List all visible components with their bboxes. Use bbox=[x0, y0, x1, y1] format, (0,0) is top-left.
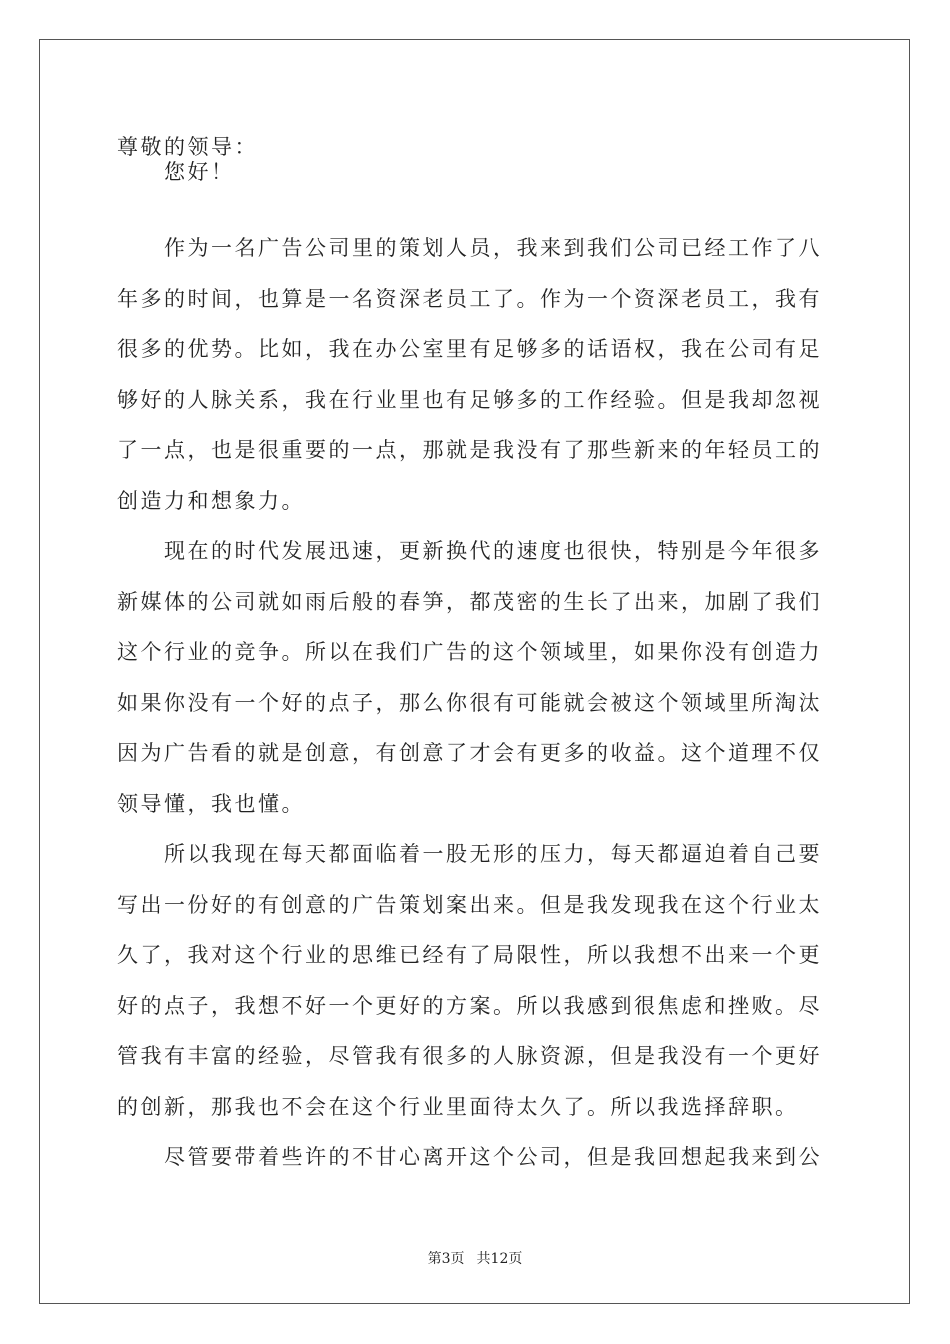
text-line: 了一点，也是很重要的一点，那就是我没有了那些新来的年轻员工的 bbox=[117, 438, 822, 462]
text-line: 创造力和想象力。 bbox=[117, 489, 305, 513]
text-line: 新媒体的公司就如雨后般的春笋，都茂密的生长了出来，加剧了我们 bbox=[117, 590, 822, 614]
text-line: 够好的人脉关系，我在行业里也有足够多的工作经验。但是我却忽视 bbox=[117, 388, 822, 412]
text-line: 管我有丰富的经验，尽管我有很多的人脉资源，但是我没有一个更好 bbox=[117, 1044, 822, 1068]
page-footer bbox=[0, 1250, 950, 1268]
text-line: 领导懂，我也懂。 bbox=[117, 792, 305, 816]
text-line: 久了，我对这个行业的思维已经有了局限性，所以我想不出来一个更 bbox=[117, 943, 822, 967]
text-line: 好的点子，我想不好一个更好的方案。所以我感到很焦虑和挫败。尽 bbox=[117, 994, 822, 1018]
text-line: 您好！ bbox=[117, 160, 235, 184]
text-line: 写出一份好的有创意的广告策划案出来。但是我发现我在这个行业太 bbox=[117, 893, 822, 917]
text-line: 因为广告看的就是创意，有创意了才会有更多的收益。这个道理不仅 bbox=[117, 741, 822, 765]
text-line: 很多的优势。比如，我在办公室里有足够多的话语权，我在公司有足 bbox=[117, 337, 822, 361]
text-line: 如果你没有一个好的点子，那么你很有可能就会被这个领域里所淘汰 bbox=[117, 691, 822, 715]
text-line: 的创新，那我也不会在这个行业里面待太久了。所以我选择辞职。 bbox=[117, 1095, 799, 1119]
text-line: 所以我现在每天都面临着一股无形的压力，每天都逼迫着自己要 bbox=[117, 842, 822, 866]
text-line: 尊敬的领导： bbox=[117, 135, 258, 159]
text-line: 现在的时代发展迅速，更新换代的速度也很快，特别是今年很多 bbox=[117, 539, 822, 563]
text-line: 年多的时间，也算是一名资深老员工了。作为一个资深老员工，我有 bbox=[117, 287, 822, 311]
page-number: 第3页 bbox=[427, 1251, 465, 1267]
text-line: 作为一名广告公司里的策划人员，我来到我们公司已经工作了八 bbox=[117, 236, 822, 260]
text-line: 这个行业的竞争。所以在我们广告的这个领域里，如果你没有创造力 bbox=[117, 640, 822, 664]
page-total: 共12页 bbox=[476, 1251, 523, 1267]
text-line: 尽管要带着些许的不甘心离开这个公司，但是我回想起我来到公 bbox=[117, 1145, 822, 1169]
